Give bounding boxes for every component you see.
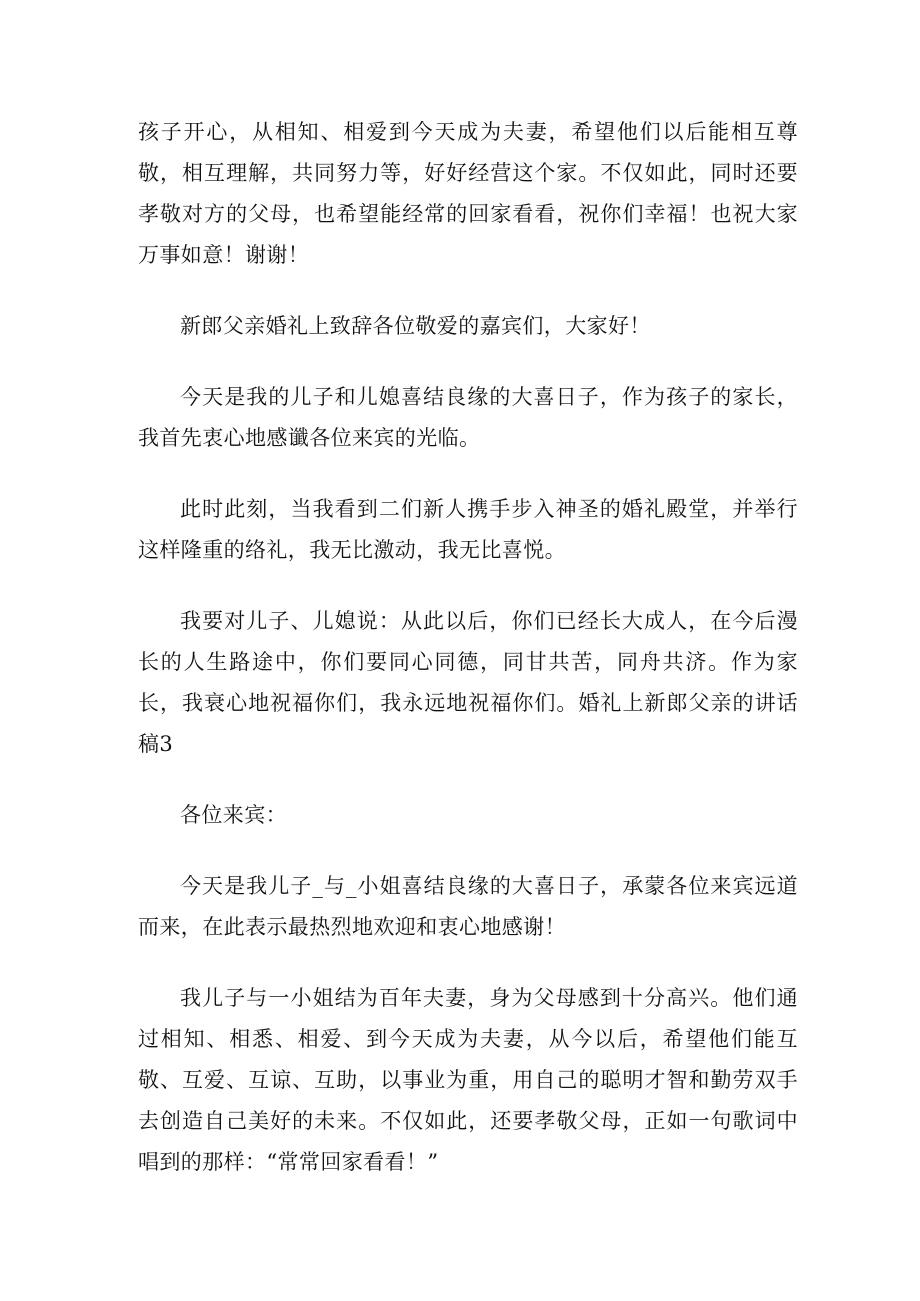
paragraph-wishes: 我儿子与一小姐结为百年夫妻，身为父母感到十分高兴。他们通过相知、相悉、相爱、到今天成为夫妻，从今以后，希望他们能互敬、互爱、互谅、互助，以事业为重，用自己的聪明才智和勤劳双手去创造自己美好的未来。不仅如此，还要孝敬父母，正如一句歌词中唱到的那样：“常常回家看看！” [138, 986, 798, 1174]
paragraph-emotion: 此时此刻，当我看到二们新人携手步入神圣的婚礼殿堂，并举行这样隆重的络礼，我无比激动，我无比喜悦。 [138, 497, 798, 562]
paragraph-speech-heading: 新郎父亲婚礼上致辞各位敬爱的嘉宾们，大家好！ [180, 314, 651, 338]
paragraph-thanks: 今天是我儿子_与_小姐喜结良缘的大喜日子，承蒙各位来宾远道而来，在此表示最热烈地欢迎和衷心地感谢！ [138, 874, 798, 939]
paragraph-blessing: 我要对儿子、儿媳说：从此以后，你们已经长大成人，在今后漫长的人生路途中，你们要同心同德，同甘共苦，同舟共济。作为家长，我衰心地祝福你们，我永远地祝福你们。婚礼上新郎父亲的讲话稿3 [138, 609, 798, 756]
paragraph-salutation: 各位来宾： [180, 803, 287, 827]
paragraph-continuation: 孩子开心，从相知、相爱到今天成为夫妻，希望他们以后能相互尊敬，相互理解，共同努力等，好好经营这个家。不仅如此，同时还要孝敬对方的父母，也希望能经常的回家看看，祝你们幸福！也祝大家万事如意！谢谢！ [138, 120, 798, 267]
document-body [138, 112, 798, 1213]
paragraph-welcome: 今天是我的儿子和儿媳喜结良缘的大喜日子，作为孩子的家长，我首先衷心地感谶各位来宾的光临。 [138, 385, 798, 450]
